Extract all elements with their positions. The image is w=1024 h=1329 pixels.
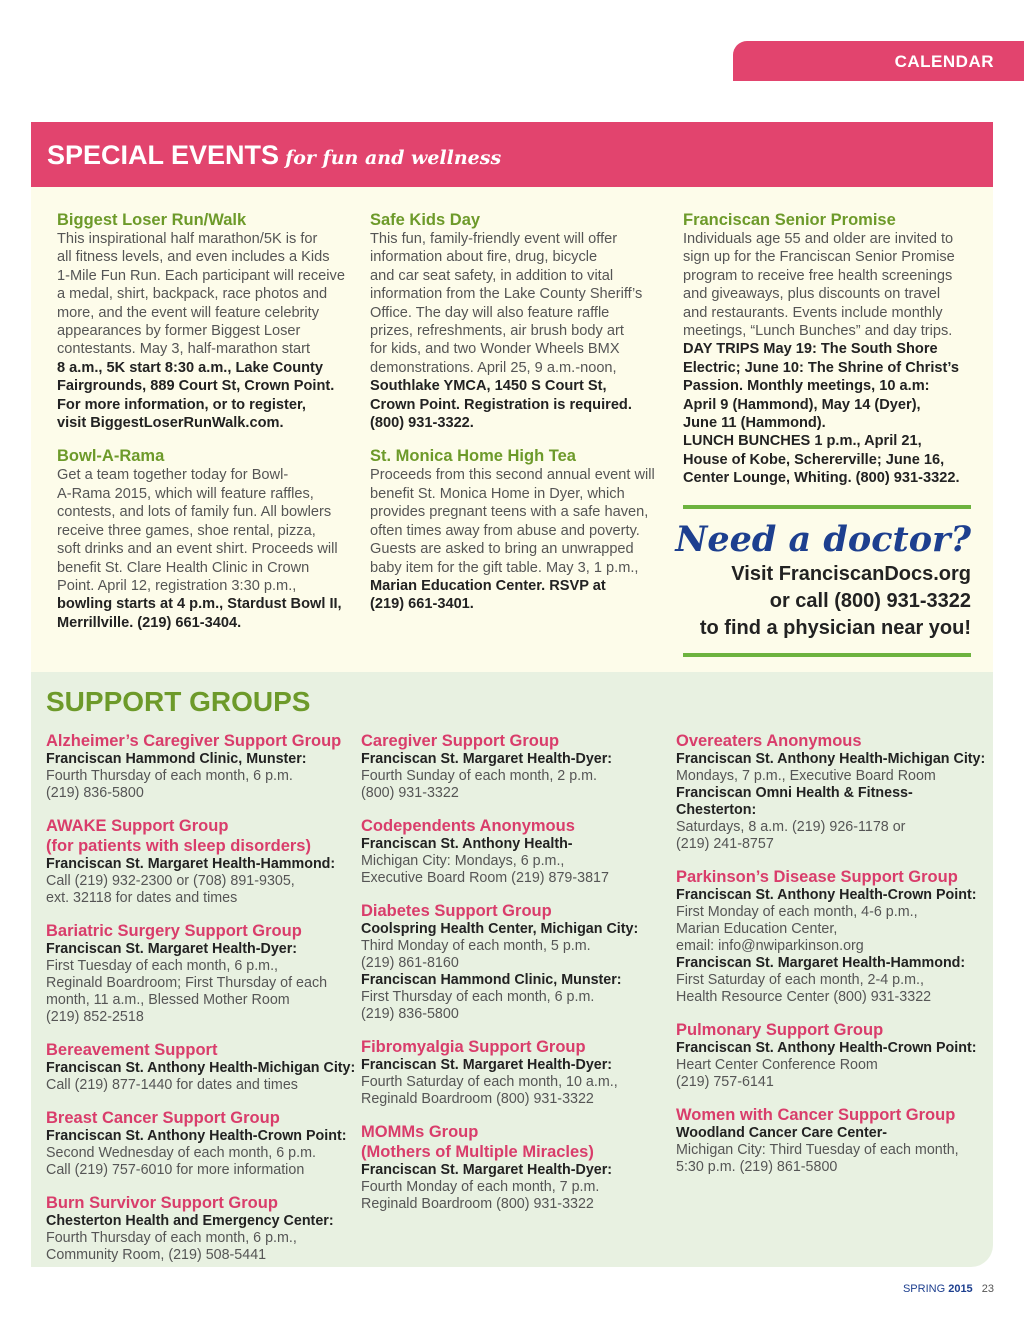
- support-group-line: First Monday of each month, 4-6 p.m.,: [676, 904, 918, 920]
- support-group-line: Chesterton Health and Emergency Center:: [46, 1213, 334, 1229]
- footer-year: 2015: [948, 1283, 973, 1295]
- support-group-line: Coolspring Health Center, Michigan City:: [361, 921, 639, 937]
- doctor-headline: Need a doctor?: [675, 519, 971, 560]
- event-text-line: Fairgrounds, 889 Court St, Crown Point.: [57, 378, 335, 395]
- support-group-line: Franciscan St. Margaret Health-Dyer:: [361, 1057, 613, 1073]
- support-group-title: MOMMs Group: [361, 1123, 479, 1141]
- event-text-line: (219) 661-3401.: [370, 596, 474, 613]
- event-text-line: (800) 931-3322.: [370, 415, 474, 432]
- support-group-line: Michigan City: Mondays, 6 p.m.,: [361, 853, 565, 869]
- event-text-line: Guests are asked to bring an unwrapped: [370, 541, 634, 558]
- support-group-title: AWAKE Support Group: [46, 817, 229, 835]
- event-text-line: DAY TRIPS May 19: The South Shore: [683, 341, 938, 358]
- event-text-line: LUNCH BUNCHES 1 p.m., April 21,: [683, 433, 922, 450]
- events-column-1: [57, 210, 357, 632]
- support-group-line: Health Resource Center (800) 931-3322: [676, 989, 932, 1005]
- event-item: [370, 446, 670, 613]
- support-group-line: Franciscan St. Anthony Health-Crown Point:: [676, 887, 977, 903]
- support-group-title: Caregiver Support Group: [361, 732, 560, 750]
- support-column-3: [676, 731, 988, 1190]
- support-group-line: (219) 836-5800: [46, 785, 144, 801]
- support-group-line: Franciscan St. Margaret Health-Dyer:: [46, 941, 298, 957]
- event-text-line: Southlake YMCA, 1450 S Court St,: [370, 378, 607, 395]
- events-column-2: [370, 210, 670, 614]
- support-group-item: [46, 816, 356, 907]
- event-text-line: demonstrations. April 25, 9 a.m.-noon,: [370, 359, 617, 376]
- support-group-subtitle: (Mothers of Multiple Miracles): [361, 1143, 594, 1161]
- event-text-line: for kids, and two Wonder Wheels BMX: [370, 341, 620, 358]
- event-text-line: Electric; June 10: The Shrine of Christ’s: [683, 359, 959, 376]
- support-group-line: Saturdays, 8 a.m. (219) 926-1178 or: [676, 819, 906, 835]
- event-title: Biggest Loser Run/Walk: [57, 211, 247, 229]
- support-group-item: [361, 1122, 671, 1213]
- page-number: 23: [981, 1283, 994, 1295]
- event-text-line: sign up for the Franciscan Senior Promise: [683, 249, 955, 266]
- support-group-title: Women with Cancer Support Group: [676, 1106, 956, 1124]
- support-group-line: Reginald Boardroom (800) 931-3322: [361, 1091, 594, 1107]
- event-text-line: For more information, or to register,: [57, 396, 306, 413]
- support-group-line: Franciscan St. Margaret Health-Hammond:: [46, 856, 336, 872]
- special-events-subtitle: for fun and wellness: [285, 147, 502, 169]
- event-text-line: a medal, shirt, backpack, race photos and: [57, 286, 328, 303]
- support-group-title: Diabetes Support Group: [361, 902, 552, 920]
- support-group-line: Fourth Monday of each month, 7 p.m.: [361, 1179, 600, 1195]
- doctor-line-3: to find a physician near you!: [699, 617, 971, 639]
- support-group-item: [361, 816, 671, 887]
- event-text-line: Passion. Monthly meetings, 10 a.m:: [683, 378, 930, 395]
- calendar-tab: [733, 41, 1024, 81]
- support-group-line: Fourth Thursday of each month, 6 p.m.,: [46, 1230, 297, 1246]
- support-group-item: [46, 1040, 356, 1094]
- doctor-text: [700, 561, 971, 642]
- event-text-line: Marian Education Center. RSVP at: [370, 577, 606, 594]
- event-text-line: baby item for the gift table. May 3, 1 p.m.,: [370, 559, 639, 576]
- doctor-line-2: or call (800) 931-3322: [769, 590, 971, 612]
- support-group-item: [676, 1020, 988, 1091]
- event-text-line: information from the Lake County Sheriff’s: [370, 286, 643, 303]
- event-text-line: This inspirational half marathon/5K is for: [57, 231, 318, 247]
- support-group-line: Franciscan St. Margaret Health-Dyer:: [361, 751, 613, 767]
- support-group-line: (800) 931-3322: [361, 785, 459, 801]
- event-text-line: This fun, family-friendly event will offer: [370, 231, 618, 247]
- support-group-line: (219) 861-8160: [361, 955, 459, 971]
- support-group-line: Reginald Boardroom (800) 931-3322: [361, 1196, 594, 1212]
- support-group-item: [676, 1105, 988, 1176]
- support-group-line: Mondays, 7 p.m., Executive Board Room: [676, 768, 936, 784]
- event-text-line: program to receive free health screenings: [683, 267, 953, 284]
- footer-season: SPRING: [902, 1283, 946, 1295]
- event-item: [370, 210, 670, 432]
- event-title: Franciscan Senior Promise: [683, 211, 896, 229]
- support-group-line: 5:30 p.m. (219) 861-5800: [676, 1159, 838, 1175]
- support-group-line: Call (219) 877-1440 for dates and times: [46, 1077, 298, 1093]
- support-group-subtitle: (for patients with sleep disorders): [46, 837, 311, 855]
- calendar-label: CALENDAR: [894, 52, 994, 71]
- support-group-line: First Tuesday of each month, 6 p.m.,: [46, 958, 279, 974]
- support-group-line: Third Monday of each month, 5 p.m.: [361, 938, 591, 954]
- support-group-line: Fourth Sunday of each month, 2 p.m.: [361, 768, 598, 784]
- event-text-line: Proceeds from this second annual event will: [370, 467, 655, 484]
- event-text-line: often times away from abuse and poverty.: [370, 522, 640, 539]
- support-group-line: Heart Center Conference Room: [676, 1057, 878, 1073]
- support-group-line: Woodland Cancer Care Center-: [676, 1125, 888, 1141]
- need-doctor-callout: [675, 505, 971, 657]
- support-group-title: Codependents Anonymous: [361, 817, 575, 835]
- special-events-title: SPECIAL EVENTS for fun and wellness: [47, 140, 502, 170]
- support-group-title: Fibromyalgia Support Group: [361, 1038, 586, 1056]
- support-group-title: Parkinson’s Disease Support Group: [676, 868, 958, 886]
- support-groups-title: SUPPORT GROUPS: [46, 686, 311, 717]
- event-item: [57, 210, 357, 432]
- support-group-item: [46, 731, 356, 802]
- support-group-line: Franciscan St. Margaret Health-Dyer:: [361, 1162, 613, 1178]
- event-text-line: soft drinks and an event shirt. Proceeds will: [57, 541, 338, 558]
- event-item: [57, 446, 357, 632]
- support-group-line: month, 11 a.m., Blessed Mother Room: [46, 992, 290, 1008]
- special-events-header: [31, 122, 993, 187]
- event-text-line: Office. The day will also feature raffle: [370, 304, 610, 321]
- support-group-line: Executive Board Room (219) 879-3817: [361, 870, 609, 886]
- event-text-line: provides pregnant teens with a safe haven,: [370, 504, 649, 521]
- support-group-line: First Thursday of each month, 6 p.m.: [361, 989, 595, 1005]
- support-group-title: Breast Cancer Support Group: [46, 1109, 280, 1127]
- event-text-line: and restaurants. Events include monthly: [683, 304, 943, 321]
- support-group-line: (219) 757-6141: [676, 1074, 774, 1090]
- support-group-line: First Saturday of each month, 2-4 p.m.,: [676, 972, 924, 988]
- support-group-line: Franciscan St. Margaret Health-Hammond:: [676, 955, 966, 971]
- support-group-line: Fourth Thursday of each month, 6 p.m.: [46, 768, 293, 784]
- support-group-line: Franciscan Hammond Clinic, Munster:: [46, 751, 307, 767]
- event-title: St. Monica Home High Tea: [370, 447, 576, 466]
- event-text-line: Point. April 12, registration 3:30 p.m.,: [57, 577, 297, 594]
- support-group-title: Bereavement Support: [46, 1041, 218, 1059]
- event-text-line: information about fire, drug, bicycle: [370, 249, 598, 266]
- support-group-line: Call (219) 757-6010 for more information: [46, 1162, 305, 1178]
- support-group-line: Marian Education Center,: [676, 921, 838, 937]
- event-text-line: benefit St. Monica Home in Dyer, which: [370, 485, 625, 502]
- event-text-line: meetings, “Lunch Bunches” and day trips.: [683, 323, 953, 340]
- support-column-1: [46, 731, 356, 1278]
- events-column-3: [683, 210, 983, 488]
- event-text-line: benefit St. Clare Health Clinic in Crown: [57, 559, 310, 576]
- event-text-line: A-Rama 2015, which will feature raffles,: [57, 485, 314, 502]
- support-group-item: [361, 1037, 671, 1108]
- event-title: Safe Kids Day: [370, 211, 481, 229]
- support-group-title: Alzheimer’s Caregiver Support Group: [46, 732, 342, 750]
- event-text-line: Crown Point. Registration is required.: [370, 396, 632, 413]
- support-group-line: Second Wednesday of each month, 6 p.m.: [46, 1145, 316, 1161]
- support-column-2: [361, 731, 671, 1227]
- support-group-line: Franciscan St. Anthony Health-Crown Point:: [46, 1128, 347, 1144]
- support-group-item: [46, 921, 356, 1026]
- support-group-item: [676, 867, 988, 1006]
- event-text-line: 1-Mile Fun Run. Each participant will receive: [57, 267, 345, 284]
- event-text-line: prizes, refreshments, air brush body art: [370, 323, 624, 340]
- support-group-line: (219) 852-2518: [46, 1009, 144, 1025]
- support-group-item: [46, 1193, 356, 1264]
- event-text-line: and car seat safety, in addition to vital: [370, 267, 614, 284]
- support-group-item: [361, 731, 671, 802]
- event-text-line: Individuals age 55 and older are invited to: [683, 231, 954, 247]
- support-group-line: Franciscan Omni Health & Fitness-Chesterton:: [676, 785, 913, 818]
- event-text-line: April 9 (Hammond), May 14 (Dyer),: [683, 396, 921, 413]
- support-group-title: Bariatric Surgery Support Group: [46, 922, 302, 940]
- event-text-line: all fitness levels, and even includes a Kids: [57, 249, 330, 266]
- event-text-line: Center Lounge, Whiting. (800) 931-3322.: [683, 470, 960, 487]
- event-text-line: and giveaways, plus discounts on travel: [683, 286, 941, 303]
- divider-bottom: [683, 653, 971, 657]
- support-group-item: [676, 731, 988, 853]
- support-group-line: Community Room, (219) 508-5441: [46, 1247, 267, 1263]
- support-group-line: (219) 836-5800: [361, 1006, 459, 1022]
- event-text-line: bowling starts at 4 p.m., Stardust Bowl II,: [57, 596, 342, 613]
- support-group-line: Reginald Boardroom; First Thursday of each: [46, 975, 328, 991]
- support-group-item: [361, 901, 671, 1023]
- support-group-line: Franciscan St. Anthony Health-Michigan City:: [676, 751, 986, 767]
- support-group-line: Franciscan St. Anthony Health-Michigan City:: [46, 1060, 356, 1076]
- support-group-title: Burn Survivor Support Group: [46, 1194, 278, 1212]
- support-group-line: Michigan City: Third Tuesday of each month,: [676, 1142, 959, 1158]
- support-group-item: [46, 1108, 356, 1179]
- support-group-line: Fourth Saturday of each month, 10 a.m.,: [361, 1074, 618, 1090]
- support-group-line: email: info@nwiparkinson.org: [676, 938, 864, 954]
- support-group-title: Pulmonary Support Group: [676, 1021, 884, 1039]
- event-text-line: June 11 (Hammond).: [683, 415, 826, 432]
- support-group-line: ext. 32118 for dates and times: [46, 890, 238, 906]
- event-text-line: visit BiggestLoserRunWalk.com.: [57, 415, 284, 432]
- event-text-line: contests, and lots of family fun. All bowlers: [57, 504, 332, 521]
- divider-top: [683, 505, 971, 509]
- support-group-line: Franciscan Hammond Clinic, Munster:: [361, 972, 622, 988]
- support-group-title: Overeaters Anonymous: [676, 732, 862, 750]
- event-text-line: House of Kobe, Schererville; June 16,: [683, 451, 945, 468]
- support-group-line: Call (219) 932-2300 or (708) 891-9305,: [46, 873, 295, 889]
- event-title: Bowl-A-Rama: [57, 447, 165, 466]
- event-text-line: Get a team together today for Bowl-: [57, 467, 289, 484]
- page-footer: [903, 1283, 994, 1295]
- support-group-line: (219) 241-8757: [676, 836, 774, 852]
- event-text-line: more, and the event will feature celebrity: [57, 304, 320, 321]
- event-text-line: Merrillville. (219) 661-3404.: [57, 614, 242, 631]
- event-text-line: receive three games, shoe rental, pizza,: [57, 522, 316, 539]
- support-group-line: Franciscan St. Anthony Health-Crown Point:: [676, 1040, 977, 1056]
- event-item: [683, 210, 983, 488]
- event-text-line: 8 a.m., 5K start 8:30 a.m., Lake County: [57, 359, 324, 376]
- event-text-line: contestants. May 3, half-marathon start: [57, 341, 311, 358]
- doctor-line-1: Visit FranciscanDocs.org: [731, 563, 971, 585]
- event-text-line: appearances by former Biggest Loser: [57, 323, 301, 340]
- support-group-line: Franciscan St. Anthony Health-: [361, 836, 573, 852]
